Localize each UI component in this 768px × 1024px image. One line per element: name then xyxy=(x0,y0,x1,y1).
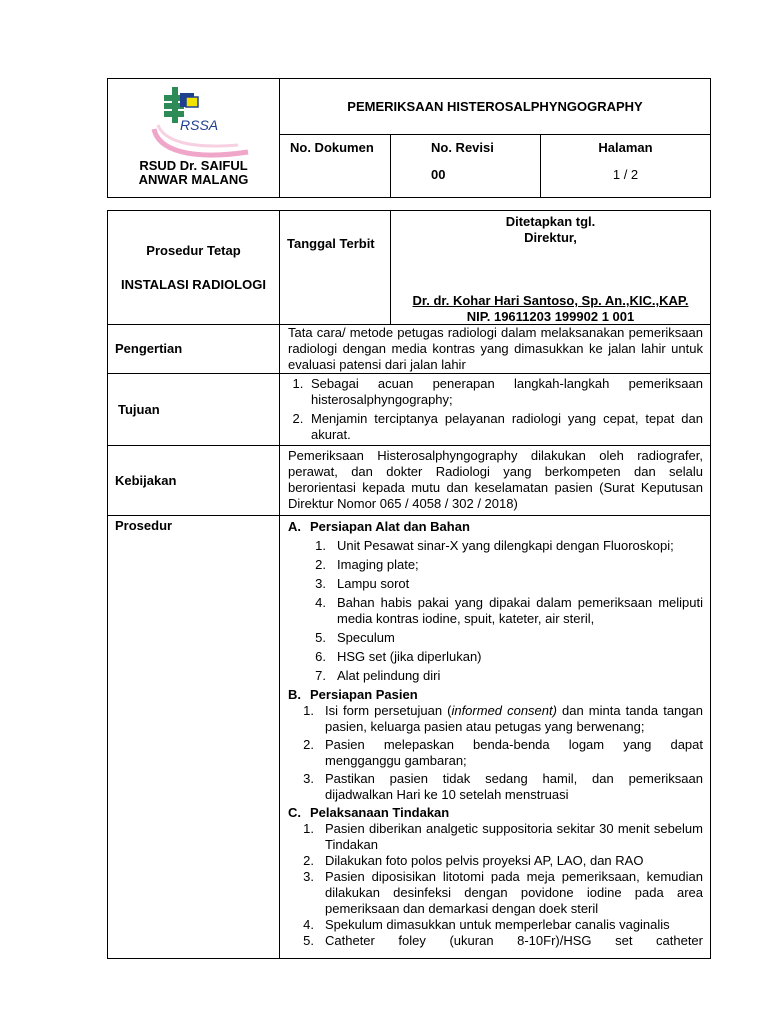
list-item: 1. Pasien diberikan analgetic suppositoria sekitar 30 menit sebelum Tindakan xyxy=(303,821,703,852)
list-item: 5. Catheter foley (ukuran 8-10Fr)/HSG set catheter xyxy=(303,933,703,948)
section-a-heading xyxy=(288,519,703,535)
protap-label: Prosedur Tetap xyxy=(146,242,241,258)
ditetapkan-label: Ditetapkan tgl. xyxy=(505,214,596,229)
no-dokumen-label: No. Dokumen xyxy=(280,135,391,198)
prosedur-label: Prosedur xyxy=(108,516,280,959)
tujuan-item: 2. Menjamin terciptanya pelayanan radiologi yang cepat, tepat dan akurat. xyxy=(307,411,703,443)
main-table xyxy=(107,210,711,959)
list-item: 3. Pastikan pasien tidak sedang hamil, dan pemeriksaan dijadwalkan Hari ke 10 setelah menstruasi xyxy=(303,771,703,802)
list-item: 1. Unit Pesawat sinar-X yang dilengkapi dengan Fluoroskopi; xyxy=(315,538,674,553)
halaman-label: Halaman xyxy=(598,140,653,156)
section-c-letter: C. xyxy=(288,805,301,820)
director-nip: NIP. 19611203 199902 1 001 xyxy=(466,309,635,324)
document-title: PEMERIKSAAN HISTEROSALPHYNGOGRAPHY xyxy=(280,79,711,135)
tujuan-label: Tujuan xyxy=(108,374,280,446)
list-item: 1. Isi form persetujuan (informed consent) dan minta tanda tangan pasien, keluarga pasien atau petugas yang berwenang; xyxy=(303,703,703,734)
tujuan-list xyxy=(280,376,703,443)
hospital-name-line1: RSUD Dr. SAIFUL xyxy=(139,158,248,173)
list-item: 2. Imaging plate; xyxy=(315,557,419,572)
halaman-value: 1 / 2 xyxy=(612,167,639,183)
section-a-letter: A. xyxy=(288,519,301,534)
section-b-heading xyxy=(288,687,703,703)
director-name: Dr. dr. Kohar Hari Santoso, Sp. An.,KIC.,KAP. xyxy=(412,293,689,308)
header-table xyxy=(107,78,711,198)
unit-label: INSTALASI RADIOLOGI xyxy=(121,276,266,292)
section-a-list xyxy=(288,538,703,684)
kebijakan-text: Pemeriksaan Histerosalphyngography dilakukan oleh radiografer, perawat, dan dokter Radiologi yang berkompeten dan selalu berorientasi kepada mutu dan keselamatan pasien (Surat Keputusan Direktur Nomor 065 / 4058 / 302 / 2018) xyxy=(280,446,711,516)
logo-text: RSSA xyxy=(180,117,219,133)
section-a-title: Persiapan Alat dan Bahan xyxy=(310,519,470,534)
list-item: 2. Pasien melepaskan benda-benda logam yang dapat mengganggu gambaran; xyxy=(303,737,703,768)
pengertian-label: Pengertian xyxy=(108,325,280,374)
list-item: 7. Alat pelindung diri xyxy=(315,668,441,683)
prosedur-content xyxy=(280,516,711,959)
hospital-name-line2: ANWAR MALANG xyxy=(138,172,249,187)
tujuan-item: 1. Sebagai acuan penerapan langkah-langkah pemeriksaan histerosalphyngography; xyxy=(307,376,703,408)
section-b-title: Persiapan Pasien xyxy=(310,687,418,702)
no-revisi-value: 00 xyxy=(431,167,446,183)
list-item: 3. Lampu sorot xyxy=(315,576,410,591)
no-revisi-label: No. Revisi xyxy=(431,140,494,156)
kebijakan-label: Kebijakan xyxy=(108,446,280,516)
section-c-heading xyxy=(288,805,703,821)
section-c-list xyxy=(288,821,703,949)
section-b-letter: B. xyxy=(288,687,301,702)
list-item: 4. Bahan habis pakai yang dipakai dalam pemeriksaan meliputi media kontras iodine, spuit, kateter, air steril, xyxy=(315,595,703,626)
tanggal-terbit-label: Tanggal Terbit xyxy=(280,211,391,325)
section-b-list xyxy=(288,703,703,803)
section-c-title: Pelaksanaan Tindakan xyxy=(310,805,450,820)
list-item: 2. Dilakukan foto polos pelvis proyeksi AP, LAO, dan RAO xyxy=(303,853,644,868)
direktur-label: Direktur, xyxy=(524,230,577,245)
list-item: 4. Spekulum dimasukkan untuk memperlebar canalis vaginalis xyxy=(303,917,670,932)
list-item: 3. Pasien diposisikan litotomi pada meja pemeriksaan, kemudian dilakukan desinfeksi dengan povidone iodine pada area pemeriksaan dan demarkasi dengan doek steril xyxy=(303,869,703,916)
hospital-logo-cell xyxy=(108,79,280,198)
list-item: 5. Speculum xyxy=(315,630,395,645)
list-item: 6. HSG set (jika diperlukan) xyxy=(315,649,482,664)
pengertian-text: Tata cara/ metode petugas radiologi dalam melaksanakan pemeriksaan radiologi dengan media kontras yang dimasukkan ke jalan lahir untuk evaluasi patensi dari jalan lahir xyxy=(280,325,711,374)
